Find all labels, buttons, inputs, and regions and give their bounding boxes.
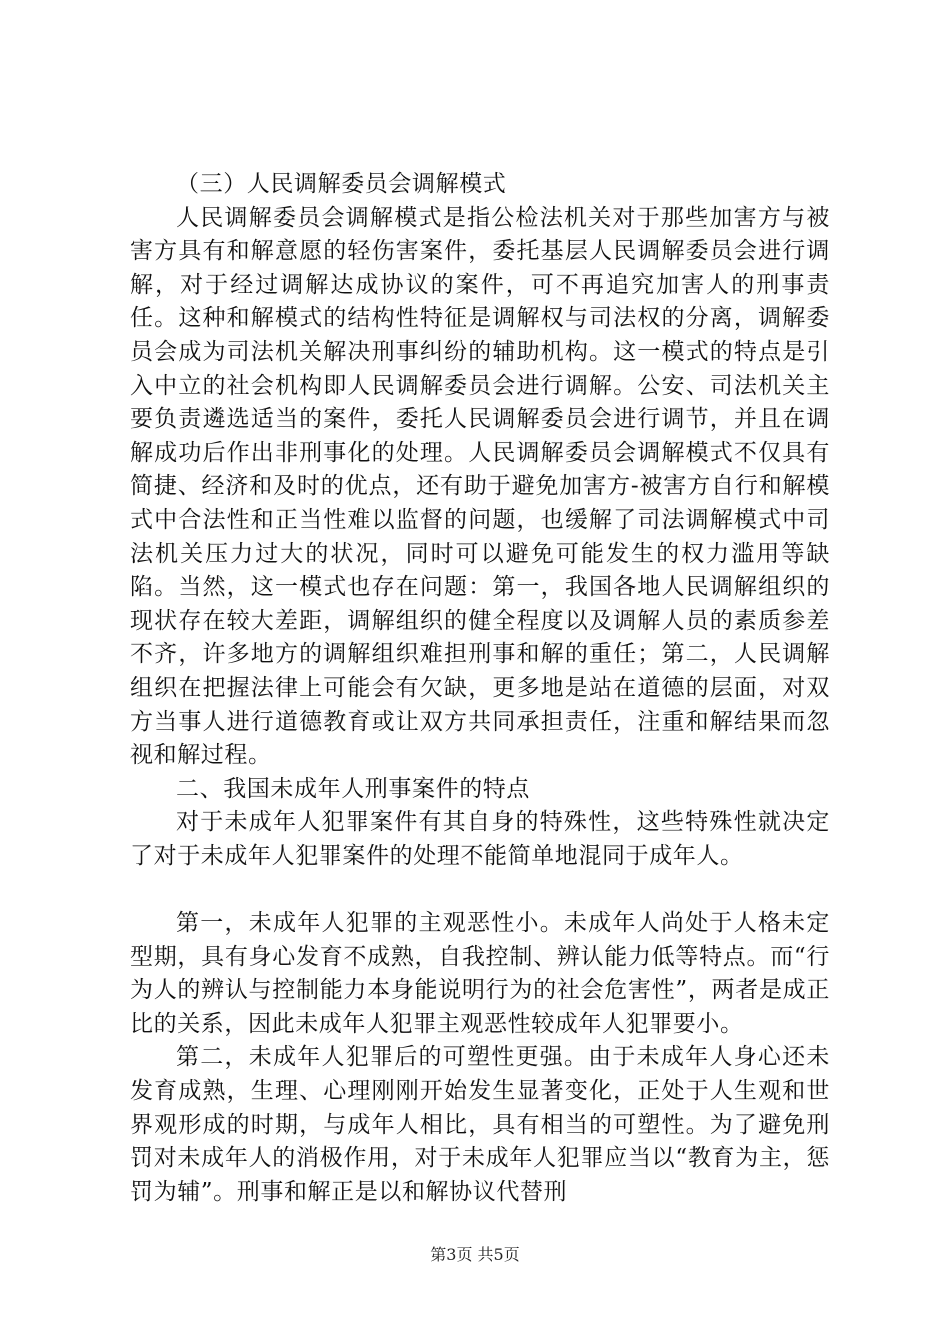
paragraph-point-two: 第二，未成年人犯罪后的可塑性更强。由于未成年人身心还未发育成熟，生理、心理刚刚开始发生显著变化，正处于人生观和世界观形成的时期，与成年人相比，具有相当的可塑性。为了避免刑罚对未成年人的消极作用，对于未成年人犯罪应当以“教育为主，惩罚为辅”。刑事和解正是以和解协议代替刑 — [130, 1044, 830, 1205]
paragraph-point-one: 第一，未成年人犯罪的主观恶性小。未成年人尚处于人格未定型期，具有身心发育不成熟，自我控制、辨认能力低等特点。而“行为人的辨认与控制能力本身能说明行为的社会危害性”，两者是成正比的关系，因此未成年人犯罪主观恶性较成年人犯罪要小。 — [130, 910, 830, 1037]
section-heading-juvenile-cases: 二、我国未成年人刑事案件的特点 — [176, 775, 530, 802]
page-footer: 第3页 共5页 — [430, 1245, 520, 1264]
document-body — [130, 168, 830, 1209]
paragraph-juvenile-particularity: 对于未成年人犯罪案件有其自身的特殊性，这些特殊性就决定了对于未成年人犯罪案件的处理不能简单地混同于成年人。 — [130, 809, 830, 869]
paragraph-mediation-committee-model: 人民调解委员会调解模式是指公检法机关对于那些加害方与被害方具有和解意愿的轻伤害案件，委托基层人民调解委员会进行调解，对于经过调解达成协议的案件，可不再追究加害人的刑事责任。这种和解模式的结构性特征是调解权与司法权的分离，调解委员会成为司法机关解决刑事纠纷的辅助机构。这一模式的特点是引入中立的社会机构即人民调解委员会进行调解。公安、司法机关主要负责遴选适当的案件，委托人民调解委员会进行调节，并且在调解成功后作出非刑事化的处理。人民调解委员会调解模式不仅具有简捷、经济和及时的优点，还有助于避免加害方-被害方自行和解模式中合法性和正当性难以监督的问题，也缓解了司法调解模式中司法机关压力过大的状况，同时可以避免可能发生的权力滥用等缺陷。当然，这一模式也存在问题：第一，我国各地人民调解组织的现状存在较大差距，调解组织的健全程度以及调解人员的素质参差不齐，许多地方的调解组织难担刑事和解的重任；第二，人民调解组织在把握法律上可能会有欠缺，更多地是站在道德的层面，对双方当事人进行道德教育或让双方共同承担责任，注重和解结果而忽视和解过程。 — [130, 204, 830, 769]
section-heading-mediation-committee: （三）人民调解委员会调解模式 — [176, 171, 507, 197]
